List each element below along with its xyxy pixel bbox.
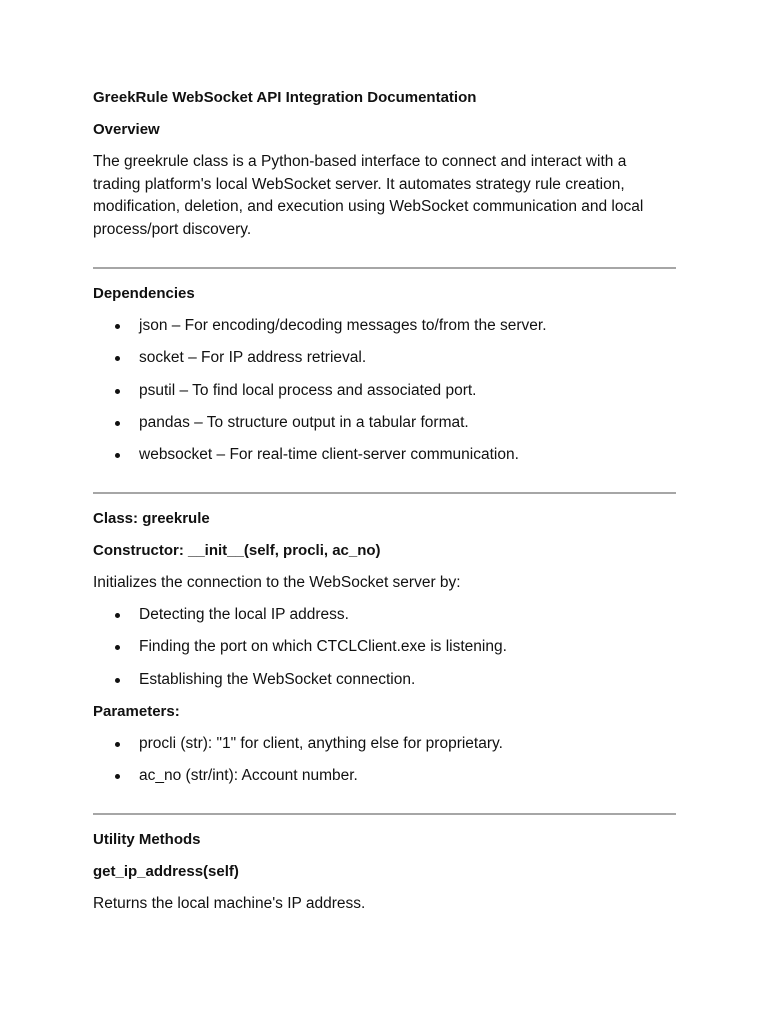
list-item-text: pandas – To structure output in a tabular format. xyxy=(139,414,469,431)
overview-heading: Overview xyxy=(93,121,160,138)
class-heading: Class: greekrule xyxy=(93,510,210,527)
method-description: Returns the local machine's IP address. xyxy=(93,895,366,912)
utility-heading: Utility Methods xyxy=(93,831,201,848)
bullet-icon xyxy=(115,389,120,394)
list-item-text: ac_no (str/int): Account number. xyxy=(139,767,358,784)
list-item-text: procli (str): "1" for client, anything else for proprietary. xyxy=(139,735,503,752)
section-divider xyxy=(93,267,676,269)
parameters-heading: Parameters: xyxy=(93,703,180,720)
overview-paragraph: The greekrule class is a Python-based interface to connect and interact with a trading platform's local WebSocket server. It automates strategy rule creation, modification, deletion, and execution using WebSocket communication and local process/port discovery. xyxy=(93,153,644,239)
section-divider xyxy=(93,492,676,494)
list-item-text: Establishing the WebSocket connection. xyxy=(139,671,416,688)
bullet-icon xyxy=(115,453,120,458)
bullet-icon xyxy=(115,742,120,747)
list-item-text: json – For encoding/decoding messages to/from the server. xyxy=(139,317,547,334)
bullet-icon xyxy=(115,613,120,618)
list-item-text: psutil – To find local process and associated port. xyxy=(139,382,477,399)
constructor-intro: Initializes the connection to the WebSocket server by: xyxy=(93,574,461,591)
list-item-text: websocket – For real-time client-server communication. xyxy=(139,446,519,463)
method-heading: get_ip_address(self) xyxy=(93,863,239,880)
bullet-icon xyxy=(115,678,120,683)
bullet-icon xyxy=(115,356,120,361)
section-divider xyxy=(93,813,676,815)
bullet-icon xyxy=(115,774,120,779)
bullet-icon xyxy=(115,421,120,426)
document-title: GreekRule WebSocket API Integration Documentation xyxy=(93,89,477,106)
constructor-heading: Constructor: __init__(self, procli, ac_no) xyxy=(93,542,381,559)
list-item-text: Detecting the local IP address. xyxy=(139,606,349,623)
bullet-icon xyxy=(115,324,120,329)
dependencies-heading: Dependencies xyxy=(93,285,195,302)
list-item-text: Finding the port on which CTCLClient.exe is listening. xyxy=(139,638,507,655)
bullet-icon xyxy=(115,645,120,650)
list-item-text: socket – For IP address retrieval. xyxy=(139,349,367,366)
